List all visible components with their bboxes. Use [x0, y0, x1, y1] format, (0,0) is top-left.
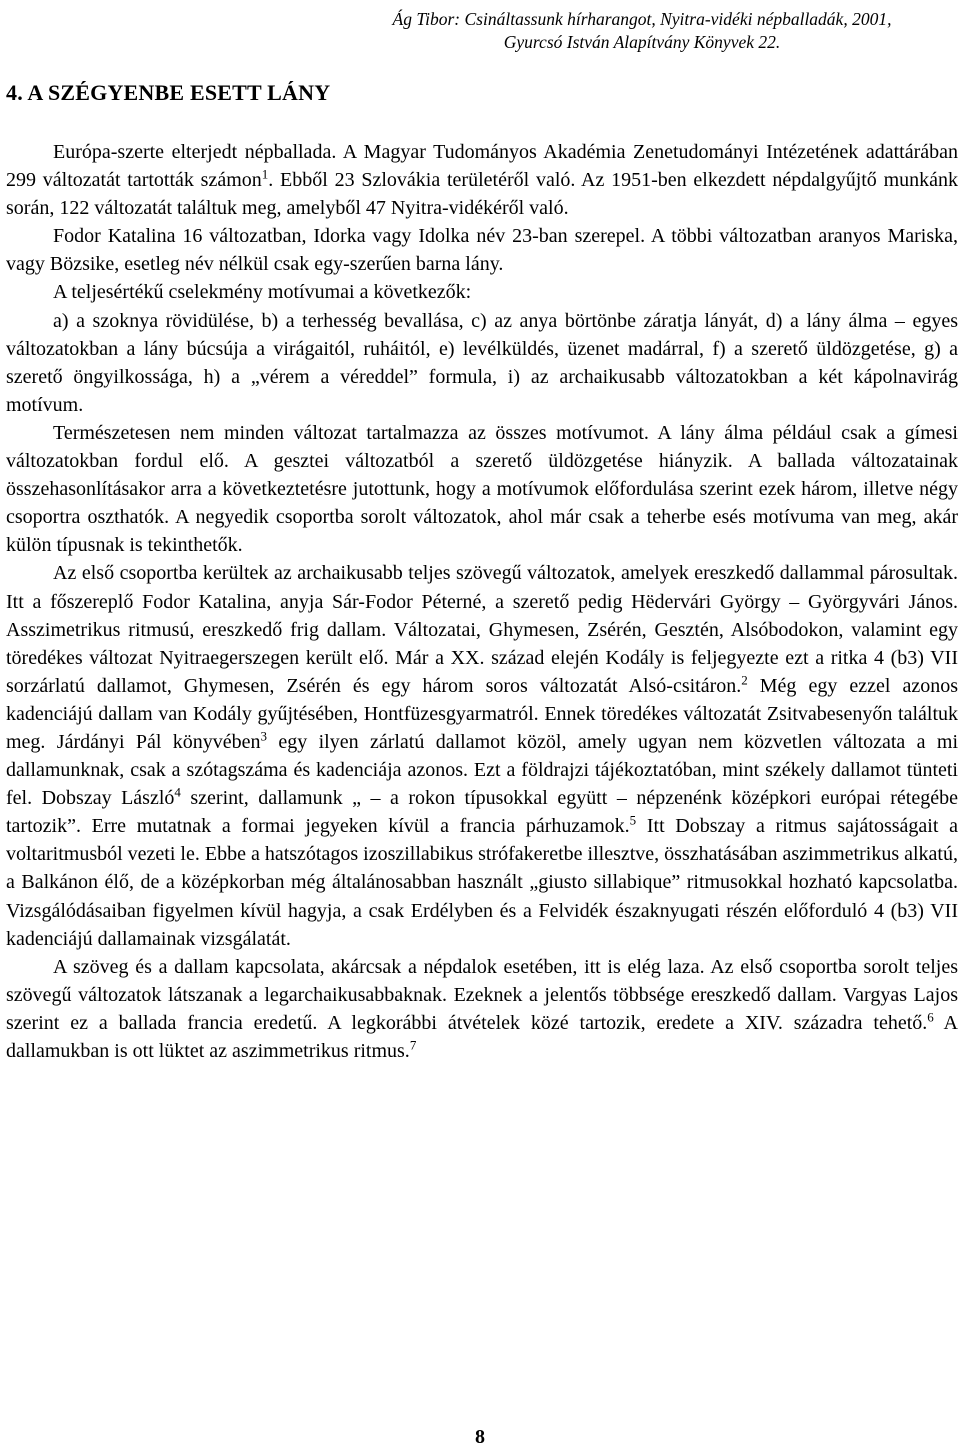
paragraph-3: A teljesértékű cselekmény motívumai a következők: — [53, 281, 472, 304]
chapter-title: 4. A SZÉGYENBE ESETT LÁNY — [6, 80, 331, 105]
paragraph-6: A szöveg és a dallam kapcsolata, akárcsak a népdalok esetében, itt is elég laza. Az első csoportba sorolt teljes szövegű változatok látszanak a legarchaikusabbaknak. Ezeknek a jelentős többsége ereszkedő dallam. Vargyas Lajos szerint ez a ballada francia eredetű. A legkorábbi átvételek közé tartozik, eredete a XIV. századra tehető.$^6$ A dallamukban is ott lüktet az aszimmetrikus ritmus.$^7$ — [6, 955, 958, 1062]
footnote-ref-3[interactable]: 3 — [260, 728, 268, 744]
paragraph-1: Európa-szerte elterjedt népballada. A Magyar Tudományos Akadémia Zenetudományi Intézetének adattárában 299 változatát tartották számon$^1$. Ebből 23 Szlovákia területéről való. Az 1951-ben elkezdett népdalgyűjtő munkánk során, 122 változatát találtuk meg, amelyből 47 Nyitra-vidékéről való. — [6, 141, 959, 220]
footnote-ref-1[interactable]: 1 — [261, 166, 269, 182]
paragraph-5: Az első csoportba kerültek az archaikusabb teljes szövegű változatok, amelyek ereszkedő dallammal párosultak. Itt a főszereplő Fodor Katalina, anyja Sár-Fodor Péterné, a szerető pedig Hëdervári György – Györgyvári János. Asszimetrikus ritmusú, ereszkedő frig dallam. Változatai, Ghymesen, Zsérén, Gesztén, Alsóbodokon, valamint egy töredékes változat Nyitraegerszegen került elő. Már a XX. század elején Kodály is feljegyezte ezt a ritka 4 (b3) VII sorzárlatú dallamot, Ghymesen, Zsérén és egy három soros változatát Alsó-csitáron.$^2$ Még egy ezzel azonos kadenciájú dallam van Kodály gyűjtésében, Hontfüzesgyarmatról. Ennek töredékes változatát Zsitvabesenyőn találtuk meg. Járdányi Pál könyvében$^3$ egy ilyen zárlatú dallamot közöl, amely ugyan nem közvetlen változata a mi dallamunknak, csak a szótagszáma és kadenciája azonos. Ezt a földrajzi tájékoztatóban, mint székely dallamot tünteti fel. Dobszay László$^4$ szerint, dallamunk „ – a rokon típusokkal együtt – népzenénk középkori európai rétegébe tartozik”. Erre mutatnak a formai jegyeken kívül a francia párhuzamok.$^5$ Itt Dobszay a ritmus sajátosságait a voltaritmusból vezeti le. Ebbe a hatszótagos izoszillabikus strófakeretbe illesztve, összhatásában aszimmetrikus alkatú, a Balkánon élő, de a középkorban még általánosabban használt „giusto sillabique” ritmusokkal hozható kapcsolatba. Vizsgálódásaiban figyelmen kívül hagyja, a csak Erdélyben és a Felvidék északnyugati részén előforduló 4 (b3) VII kadenciájú dallamainak vizsgálatát. — [6, 562, 958, 950]
paragraph-2: Fodor Katalina 16 változatban, Idorka vagy Idolka név 23-ban szerepel. A többi változatban aranyos Mariska, vagy Bözsike, esetleg név nélkül csak egy-szerűen barna lány. — [6, 225, 958, 276]
footnote-ref-2[interactable]: 2 — [741, 672, 748, 688]
body-text — [6, 138, 958, 1065]
footnote-ref-7[interactable]: 7 — [409, 1037, 417, 1053]
footnote-ref-5[interactable]: 5 — [629, 812, 637, 828]
header-line-1: Ág Tibor: Csináltassunk hírharangot, Nyitra-vidéki népballadák, 2001, — [392, 9, 892, 29]
motif-list: a) a szoknya rövidülése, b) a terhesség bevallása, c) az anya börtönbe záratja lányát, d) a lány álma – egyes változatokban a lány búcsúja a virágaitól, ruháitól, e) levélküldés, üzenet madárral, f) a szerető üldözgetése, g) a szerető öngyilkossága, h) a „vérem a véreddel” formula, i) az archaikusabb változatokban a két kápolnavirág motívum. — [6, 309, 958, 416]
header-line-2: Gyurcsó István Alapítvány Könyvek 22. — [503, 32, 781, 52]
footnote-ref-4[interactable]: 4 — [174, 784, 181, 800]
paragraph-4: Természetesen nem minden változat tartalmazza az összes motívumot. A lány álma például csak a gímesi változatokban fordul elő. A gesztei változatból a szerető üldözgetése hiányzik. A ballada változatainak összehasonlításakor arra a következtetésre jutottunk, hogy a motívumok előfordulása szerint ezek három, illetve négy csoportra oszthatók. A negyedik csoportba sorolt változatok, ahol már csak a teherbe esés motívuma van meg, akár külön típusnak is tekinthetők. — [6, 421, 958, 557]
running-header — [332, 8, 952, 54]
footnote-ref-6[interactable]: 6 — [927, 1009, 934, 1025]
page-number: 8 — [475, 1426, 485, 1448]
